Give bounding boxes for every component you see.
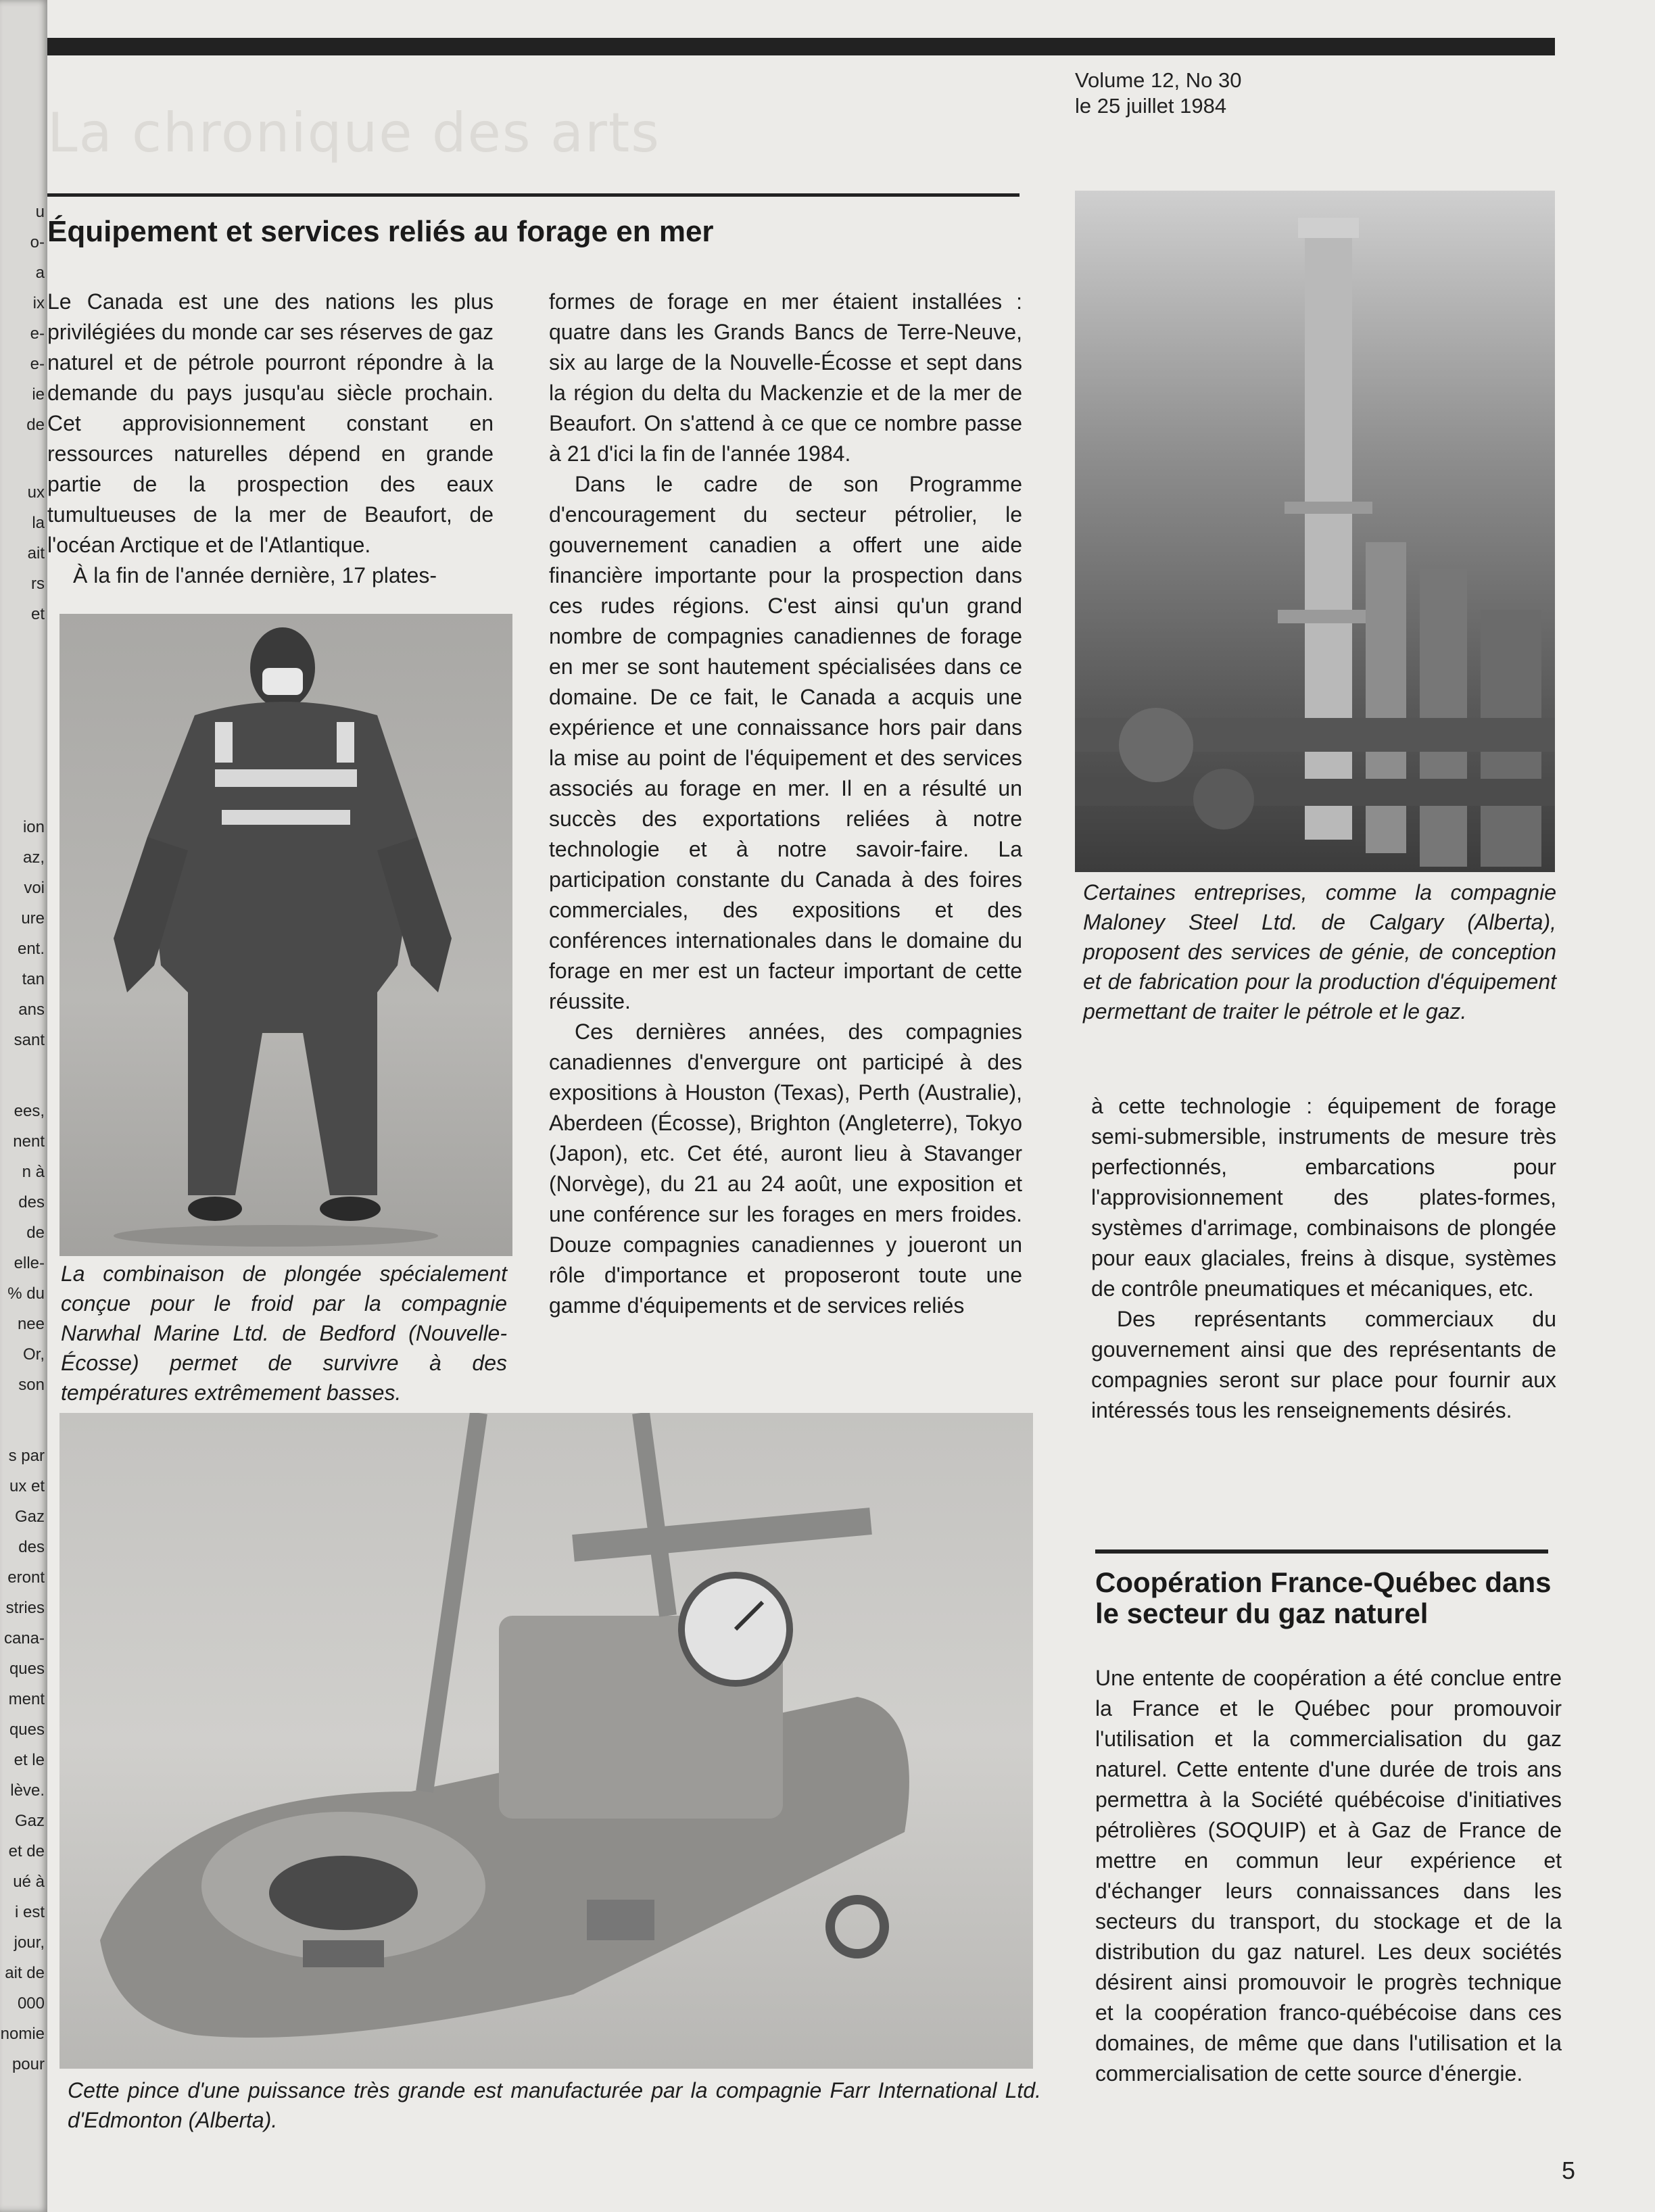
paragraph: Une entente de coopération a été conclue entre la France et le Québec pour promouvoir l'utilisation et la commercialisation du gaz naturel. Cette entente d'une durée de trois ans permettra à la Société québécoise d'initiatives pétrolières (SOQUIP) et à Gaz de France de mettre en commun leur expérience et d'échanger leurs connaissances dans les secteurs du transport, du stockage et de la distribution du gaz naturel. Les deux sociétés désirent ainsi promouvoir le progrès technique et la coopération franco-québécoise dans ces domaines, de même que dans l'utilisation et la commercialisation de cette source d'énergie.	[1095, 1666, 1562, 2086]
diving-suit-photo	[59, 614, 512, 1256]
previous-page-text-fragment: de	[26, 1224, 45, 1242]
previous-page-text-fragment: ie	[32, 385, 45, 404]
previous-page-text-fragment: de	[26, 416, 45, 434]
previous-page-text-fragment: i est	[14, 1903, 45, 1921]
previous-page-text-fragment: Gaz	[14, 1812, 45, 1830]
headline-rule	[47, 193, 1020, 197]
article-column-1	[47, 287, 494, 591]
issue-date: le 25 juillet 1984	[1075, 94, 1227, 118]
box-rule	[1095, 1549, 1548, 1554]
previous-page-text-fragment: nee	[17, 1315, 45, 1333]
header-rule	[47, 38, 1555, 55]
previous-page-text-fragment: ques	[9, 1660, 45, 1678]
page-number: 5	[1562, 2157, 1576, 2184]
previous-page-text-fragment: voi	[24, 879, 45, 897]
industrial-plant-photo	[1075, 191, 1555, 872]
previous-page-text-fragment: stries	[5, 1599, 45, 1617]
previous-page-text-fragment: o-	[30, 233, 45, 251]
previous-page-text-fragment: ans	[18, 1001, 45, 1019]
power-tong-photo	[59, 1413, 1033, 2069]
previous-page-text-fragment: rs	[31, 575, 45, 593]
previous-page-text-fragment: pour	[11, 2055, 45, 2073]
paragraph: Ces dernières années, des compagnies canadiennes d'envergure ont participé à des expositions à Houston (Texas), Perth (Australie), Aberdeen (Écosse), Brighton (Angleterre), Tokyo (Japon), etc. Cet été, auront lieu à Stavanger (Norvège), du 21 au 24 août, une exposition et une conférence sur les forages en mers froides. Douze compagnies canadiennes y joueront un rôle d'importance et proposeront toute une gamme d'équipements et de services reliés	[549, 1019, 1022, 1318]
previous-page-text-fragment: ait de	[5, 1964, 45, 1982]
previous-page-text-fragment: sant	[14, 1031, 45, 1049]
article-column-3	[1091, 1091, 1556, 1426]
previous-page-text-fragment: et le	[14, 1751, 45, 1769]
previous-page-text-fragment: son	[18, 1376, 45, 1394]
previous-page-text-fragment: ure	[21, 909, 45, 928]
previous-page-text-fragment: eront	[7, 1568, 45, 1587]
previous-page-text-fragment: nent	[13, 1132, 45, 1151]
previous-page-text-fragment: ux	[27, 483, 45, 502]
previous-page-text-fragment: ion	[22, 818, 45, 836]
previous-page-text-fragment: la	[32, 514, 45, 532]
previous-page-text-fragment: tan	[22, 970, 45, 988]
previous-page-text-fragment: n à	[22, 1163, 45, 1181]
previous-page-text-fragment: ment	[8, 1690, 45, 1708]
previous-page-text-fragment: u	[35, 203, 45, 221]
paragraph: formes de forage en mer étaient installées : quatre dans les Grands Bancs de Terre-Neuve, six au large de la Nouvelle-Écosse et sept dans la région du delta du Mackenzie et de la mer de Beaufort. On s'attend à ce que ce nombre passe à 21 d'ici la fin de l'année 1984.	[549, 289, 1022, 466]
paragraph: Des représentants commerciaux du gouvernement ainsi que des représentants de compagnies seront sur place pour fournir aux intéressés tous les renseignements désirés.	[1091, 1307, 1556, 1422]
issue-info	[1075, 68, 1241, 119]
previous-page-text-fragment: lève.	[10, 1781, 45, 1800]
previous-page-text-fragment: ué à	[13, 1873, 45, 1891]
previous-page-edge	[0, 0, 49, 2212]
caption-industrial-plant: Certaines entreprises, comme la compagnie Maloney Steel Ltd. de Calgary (Alberta), proposent des services de génie, de conception et de fabrication pour la production d'équipement permettant de traiter le pétrole et le gaz.	[1083, 880, 1556, 1024]
previous-page-text-fragment: Or,	[22, 1345, 45, 1364]
article-column-2	[549, 287, 1022, 1321]
previous-page-text-fragment: % du	[7, 1284, 45, 1303]
previous-page-text-fragment: ait	[27, 544, 45, 562]
ghost-masthead: La chronique des arts	[47, 101, 661, 164]
paragraph: Dans le cadre de son Programme d'encouragement du secteur pétrolier, le gouvernement canadien a offert une aide financière importante pour la prospection dans ces rudes régions. C'est ainsi qu'un grand nombre de compagnies canadiennes de forage en mer se sont hautement spécialisées dans ce domaine. De ce fait, le Canada a acquis une expérience et une connaissance hors pair dans la mise au point de l'équipement et des services associés au forage en mer. Il en a résulté un succès des exportations reliées à notre technologie et à notre savoir-faire. La participation constante du Canada à des foires commerciales, des expositions et des conférences internationales dans le domaine du forage en mer est un facteur important de cette réussite.	[549, 472, 1022, 1013]
previous-page-text-fragment: ques	[9, 1721, 45, 1739]
paragraph: Le Canada est une des nations les plus privilégiées du monde car ses réserves de gaz naturel et de pétrole pourront répondre à la demande du pays jusqu'au siècle prochain. Cet approvisionnement constant en ressources naturelles dépend en grande partie de la prospection des eaux tumultueuses de la mer de Beaufort, de l'océan Arctique et de l'Atlantique.	[47, 289, 494, 557]
previous-page-text-fragment: jour,	[14, 1933, 45, 1952]
paragraph: à cette technologie : équipement de forage semi-submersible, instruments de mesure très perfectionnés, embarcations pour l'approvisionnement des plates-formes, systèmes d'arrimage, combinaisons de plongée pour eaux glaciales, freins à disque, systèmes de contrôle pneumatiques et mécaniques, etc.	[1091, 1094, 1556, 1301]
paragraph: À la fin de l'année dernière, 17 plates-	[73, 563, 437, 587]
previous-page-text-fragment: cana-	[3, 1629, 45, 1648]
article-headline: Équipement et services reliés au forage en mer	[47, 215, 714, 248]
previous-page-text-fragment: a	[35, 264, 45, 282]
previous-page-text-fragment: Gaz	[14, 1508, 45, 1526]
article-2-headline: Coopération France-Québec dans le secteur du gaz naturel	[1095, 1566, 1552, 1629]
newsletter-page	[47, 0, 1655, 2212]
volume-number: Volume 12, No 30	[1075, 68, 1242, 92]
previous-page-text-fragment: elle-	[14, 1254, 45, 1272]
previous-page-text-fragment: 000	[17, 1994, 45, 2013]
previous-page-text-fragment: des	[18, 1538, 45, 1556]
previous-page-text-fragment: s par	[8, 1447, 45, 1465]
previous-page-text-fragment: ux et	[9, 1477, 45, 1495]
caption-power-tong: Cette pince d'une puissance très grande est manufacturée par la compagnie Farr International Ltd. d'Edmonton (Alberta).	[68, 2078, 1041, 2132]
previous-page-text-fragment: et de	[8, 1842, 45, 1860]
previous-page-text-fragment: ix	[32, 294, 45, 312]
previous-page-text-fragment: ent.	[17, 940, 45, 958]
caption-diving-suit: La combinaison de plongée spécialement conçue pour le froid par la compagnie Narwhal Marine Ltd. de Bedford (Nouvelle-Écosse) permet de survivre à des températures extrêmement basses.	[61, 1261, 507, 1405]
previous-page-text-fragment: des	[18, 1193, 45, 1211]
previous-page-text-fragment: e-	[30, 355, 45, 373]
previous-page-text-fragment: nomie	[0, 2025, 45, 2043]
previous-page-text-fragment: az,	[22, 848, 45, 867]
previous-page-text-fragment: et	[30, 605, 45, 623]
article-2-body	[1095, 1663, 1562, 2089]
previous-page-text-fragment: e-	[30, 324, 45, 343]
previous-page-text-fragment: ees,	[14, 1102, 45, 1120]
